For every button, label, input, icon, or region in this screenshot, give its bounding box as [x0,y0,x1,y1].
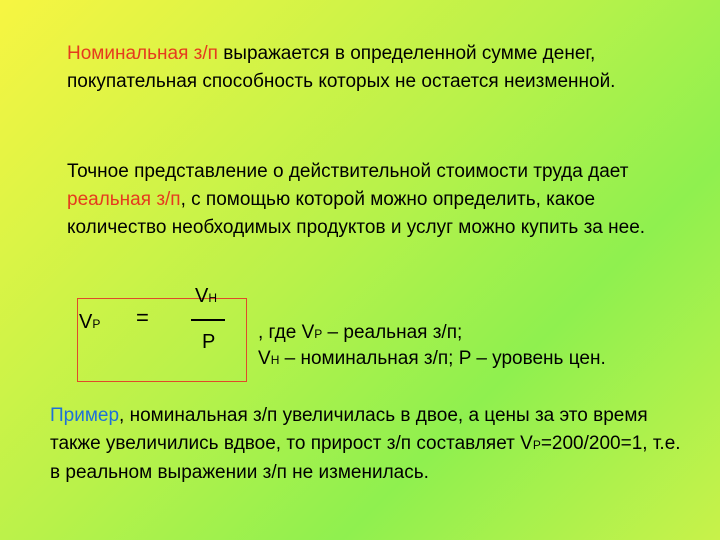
nominal-wage-term: Номинальная з/п [67,43,218,64]
example-paragraph [50,402,690,487]
real-wage-term: реальная з/п [67,189,181,210]
formula-legend-line-1: , где VP – реальная з/п; [258,322,463,343]
example-sub: Р [532,438,541,452]
real-wage-text-before: Точное представление о действительной стоимости труда дает [67,161,629,182]
example-text-2: =200/200=1, т.е. в реальном выражении з/п не изменилась. [50,433,681,483]
example-text-1: , номинальная з/п увеличилась в двое, а цены за это время также увеличились вдвое, то прирост з/п составляет V [50,405,648,454]
real-wage-paragraph [67,158,677,242]
real-wage-text-after: , с помощью которой можно определить, какое количество необходимых продуктов и услуг можно купить за нее. [67,189,646,238]
example-term: Пример [50,405,120,426]
formula-denominator: P [202,331,216,353]
formula-equals: = [136,305,149,330]
formula-numerator: VН [195,285,218,307]
nominal-wage-text: выражается в определенной сумме денег, покупательная способность которых не остается неизменной. [67,43,616,92]
fraction-bar [191,319,225,321]
nominal-wage-paragraph [67,40,667,96]
formula-box [77,285,247,382]
formula-legend-line-2: VН – номинальная з/п; P – уровень цен. [258,348,606,369]
formula-lhs: VP [79,311,101,333]
